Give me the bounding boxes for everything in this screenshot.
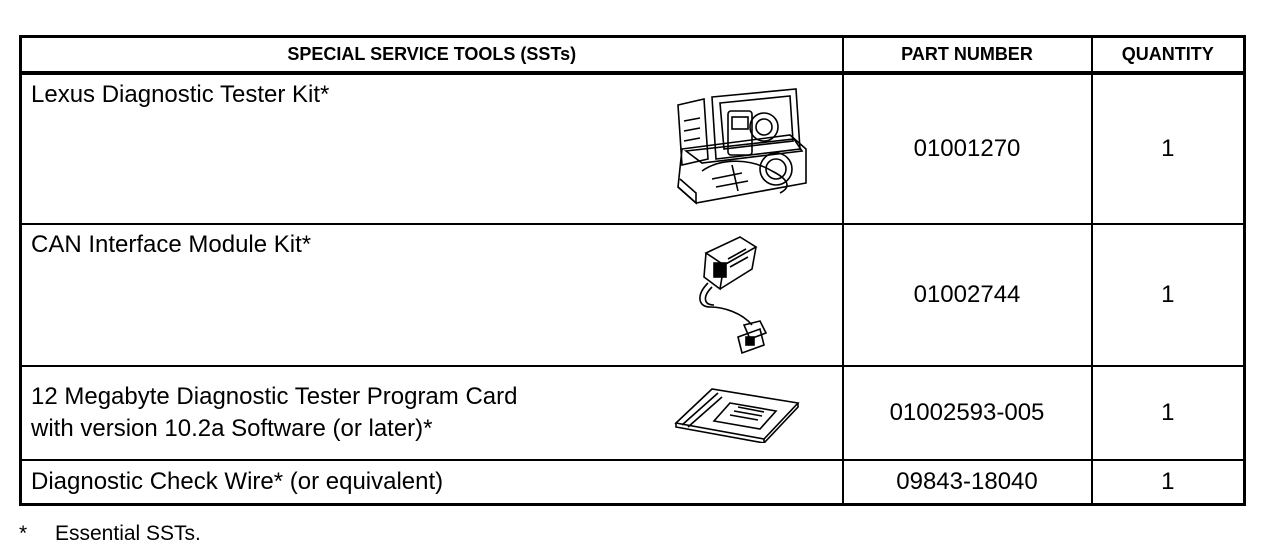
tool-name-line: with version 10.2a Software (or later)*	[31, 415, 433, 442]
quantity: 1	[1092, 460, 1245, 505]
footnote-text: Essential SSTs.	[55, 522, 201, 545]
part-number: 01002593-005	[843, 366, 1092, 460]
quantity: 1	[1092, 73, 1245, 224]
tool-name: Lexus Diagnostic Tester Kit*	[31, 81, 330, 108]
tool-name-line: 12 Megabyte Diagnostic Tester Program Card	[31, 383, 518, 410]
tool-cell	[21, 73, 843, 224]
can-interface-module-illustration	[690, 233, 768, 359]
tool-cell	[21, 366, 843, 460]
header-tool: SPECIAL SERVICE TOOLS (SSTs)	[21, 37, 843, 74]
header-part-number: PART NUMBER	[843, 37, 1092, 74]
table-row	[21, 224, 1245, 366]
tool-cell	[21, 224, 843, 366]
table-header-row	[21, 37, 1245, 74]
diagnostic-tester-kit-illustration	[672, 87, 812, 209]
quantity: 1	[1092, 224, 1245, 366]
sst-table	[19, 35, 1246, 506]
tool-name: CAN Interface Module Kit*	[31, 231, 312, 258]
table-row	[21, 366, 1245, 460]
tool-cell	[21, 460, 843, 505]
table-row	[21, 73, 1245, 224]
part-number: 01001270	[843, 73, 1092, 224]
footnote	[19, 522, 201, 546]
part-number: 09843-18040	[843, 460, 1092, 505]
quantity: 1	[1092, 366, 1245, 460]
part-number: 01002744	[843, 224, 1092, 366]
program-card-illustration	[672, 385, 802, 443]
table-row	[21, 460, 1245, 505]
footnote-marker: *	[19, 522, 28, 545]
tool-name: Diagnostic Check Wire* (or equivalent)	[31, 468, 444, 495]
header-quantity: QUANTITY	[1092, 37, 1245, 74]
